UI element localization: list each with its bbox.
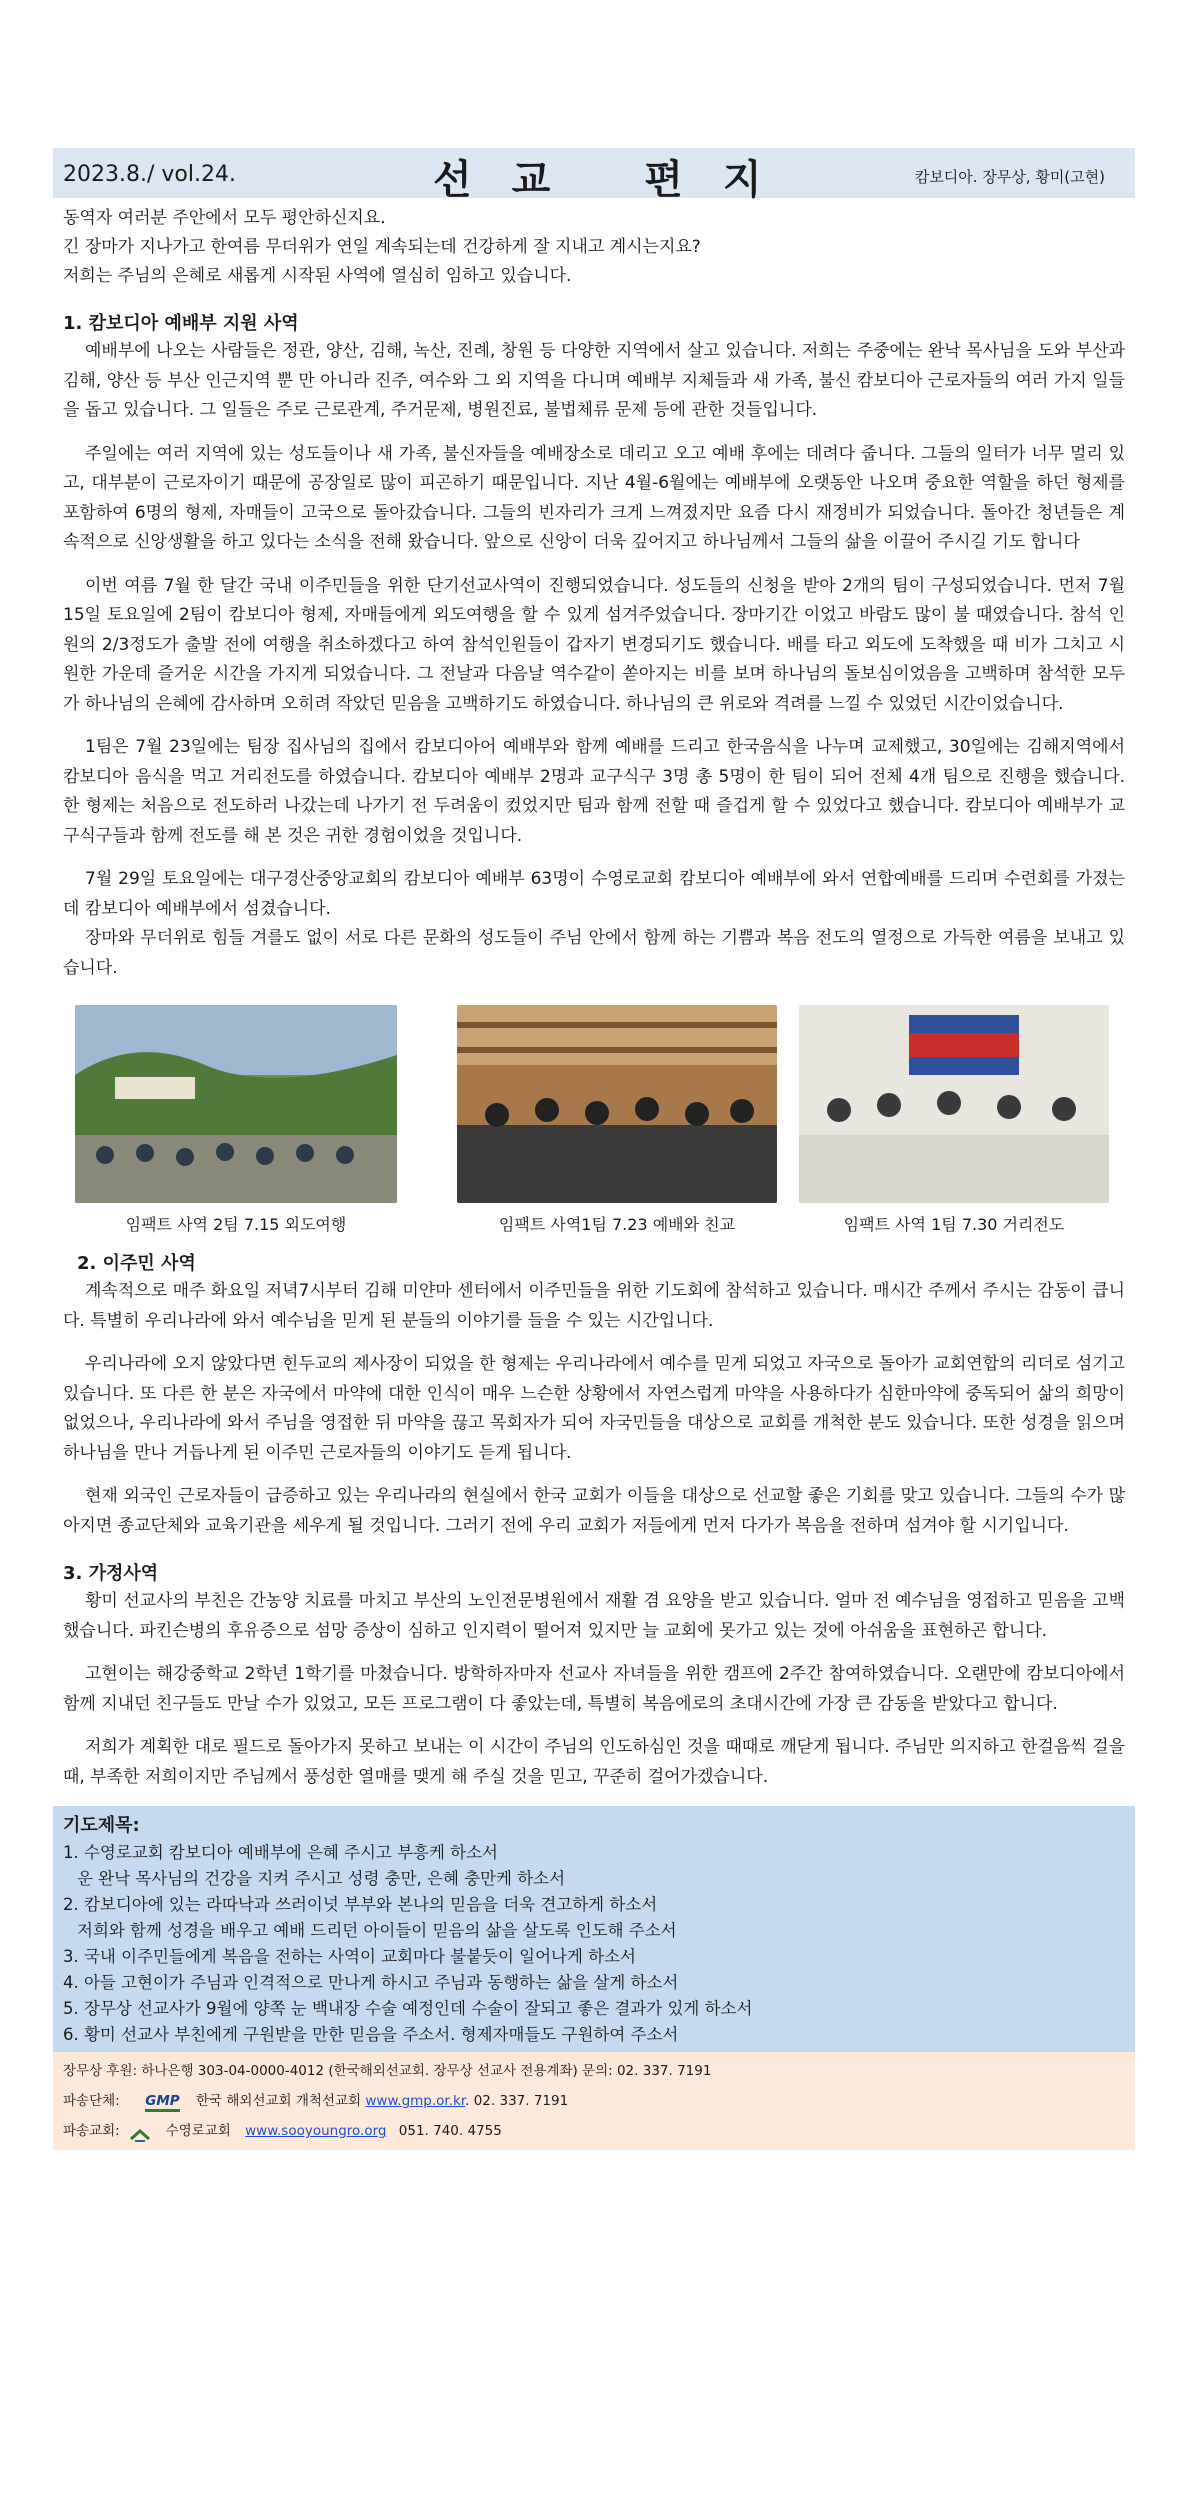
photo-street-evangelism-image bbox=[799, 1005, 1109, 1203]
section-paragraph: 1팀은 7월 23일에는 팀장 집사님의 집에서 캄보디아어 예배부와 함께 예배를 드리고 한국음식을 나누며 교제했고, 30일에는 김해지역에서 캄보디아 음식을 먹고 거리전도를 하였습니다. 캄보디아 예배부 2명과 교구식구 3명 총 5명이 한 팀이 되어 전체 4개 팀으로 진행을 했습니다. 한 형제는 처음으로 전도하러 나갔는데 나가기 전 두려움이 컸었지만 팀과 함께 전할 때 즐겁게 할 수 있었다고 했습니다. 캄보디아 예배부가 교구식구들과 함께 전도를 해 본 것은 귀한 경험이었을 것입니다. bbox=[63, 737, 1125, 846]
support-text: 하나은행 303-04-0000-4012 (한국해외선교회. 장무상 선교사 전용계좌) 문의: 02. 337. 7191 bbox=[141, 2063, 712, 2079]
section-paragraph: 저희가 계획한 대로 필드로 돌아가지 못하고 보내는 이 시간이 주님의 인도하심인 것을 때때로 깨닫게 됩니다. 주님만 의지하고 한걸음씩 걸을 때, 부족한 저희이지만 주님께서 풍성한 열매를 맺게 해 주실 것을 믿고, 꾸준히 걸어가겠습니다. bbox=[63, 1737, 1125, 1787]
prayer-item: 3. 국내 이주민들에게 복음을 전하는 사역이 교회마다 불붙듯이 일어나게 하소서 bbox=[63, 1947, 636, 1966]
prayer-item: 1. 수영로교회 캄보디아 예배부에 은혜 주시고 부흥케 하소서 bbox=[63, 1843, 498, 1862]
greeting-line: 긴 장마가 지나가고 한여름 무더위가 연일 계속되는데 건강하게 잘 지내고 계시는지요? bbox=[63, 237, 701, 257]
agency-phone: . 02. 337. 7191 bbox=[465, 2093, 569, 2109]
greeting-line: 동역자 여러분 주안에서 모두 평안하신지요. bbox=[63, 208, 386, 228]
author-line: 캄보디아. 장무상, 황미(고현) bbox=[914, 168, 1105, 186]
church-link[interactable]: www.sooyoungro.org bbox=[245, 2123, 387, 2139]
section-title-family: 3. 가정사역 bbox=[63, 1563, 159, 1584]
section-paragraph: 황미 선교사의 부친은 간농양 치료를 마치고 부산의 노인전문병원에서 재활 겸 요양을 받고 있습니다. 얼마 전 예수님을 영접하고 믿음을 고백했습니다. 파킨슨병의 후유증으로 섬망 증상이 심하고 인지력이 떨어져 있지만 늘 교회에 못가고 있는 것에 아쉬움을 표현하곤 합니다. bbox=[63, 1591, 1125, 1641]
photo-caption: 임팩트 사역1팀 7.23 예배와 친교 bbox=[498, 1215, 736, 1234]
contact-footer bbox=[53, 2052, 1135, 2150]
newsletter-page bbox=[53, 148, 1135, 2150]
prayer-requests bbox=[53, 1806, 1135, 2052]
photo-worship-fellowship bbox=[457, 1005, 777, 1203]
prayer-title: 기도제목: bbox=[63, 1815, 140, 1836]
section-paragraph: 이번 여름 7월 한 달간 국내 이주민들을 위한 단기선교사역이 진행되었습니다. 성도들의 신청을 받아 2개의 팀이 구성되었습니다. 먼저 7월 15일 토요일에 2팀이 캄보디아 형제, 자매들에게 외도여행을 할 수 있게 섬겨주었습니다. 장마기간 이었고 바람도 많이 불 때였습니다. 참석 인원의 2/3정도가 출발 전에 여행을 취소하겠다고 하여 참석인원들이 갑자기 변경되기도 했습니다. 배를 타고 외도에 도착했을 때 비가 그치고 시원한 가운데 즐거운 시간을 가지게 되었습니다. 그 전날과 다음날 역수같이 쏟아지는 비를 보며 하나님의 돌보심이었음을 고백하며 참석한 모두가 하나님의 은혜에 감사하며 오히려 작았던 믿음을 고백하기도 하였습니다. 하나님의 큰 위로와 격려를 느낄 수 있었던 시간이었습니다. bbox=[63, 575, 1125, 714]
agency-link[interactable]: www.gmp.or.kr bbox=[365, 2093, 466, 2109]
section-paragraph: 고현이는 해강중학교 2학년 1학기를 마쳤습니다. 방학하자마자 선교사 자녀들을 위한 캠프에 2주간 참여하였습니다. 오랜만에 캄보디아에서 함께 지내던 친구들도 만날 수가 있었고, 모든 프로그램이 다 좋았는데, 특별히 복음에로의 초대시간에 가장 큰 감동을 받았다고 합니다. bbox=[63, 1664, 1125, 1714]
support-row bbox=[63, 2056, 1125, 2086]
support-label: 장무상 후원: bbox=[63, 2063, 138, 2079]
church-logo-icon bbox=[129, 2124, 151, 2138]
newsletter-header bbox=[53, 148, 1135, 203]
section-title-cambodia: 1. 캄보디아 예배부 지원 사역 bbox=[63, 313, 299, 334]
church-name: 수영로교회 bbox=[165, 2123, 231, 2139]
photo-worship-fellowship-image bbox=[457, 1005, 777, 1203]
church-label: 파송교회: bbox=[63, 2123, 120, 2139]
gmp-logo: GMP bbox=[145, 2093, 179, 2112]
newsletter-title: 선교 편지 bbox=[433, 156, 802, 203]
section-paragraph: 우리나라에 오지 않았다면 힌두교의 제사장이 되었을 한 형제는 우리나라에서 예수를 믿게 되었고 자국으로 돌아가 교회연합의 리더로 섬기고 있습니다. 또 다른 한 분은 자국에서 마약에 대한 인식이 매우 느슨한 상황에서 자연스럽게 마약을 사용하다가 심한마약에 중독되어 삶의 희망이 없었으나, 우리나라에 와서 주님을 영접한 뒤 마약을 끊고 목회자가 되어 자국민들을 대상으로 교회를 개척한 분도 있습니다. 또한 성경을 읽으며 하나님을 만나 거듭나게 된 이주민 근로자들의 이야기도 듣게 됩니다. bbox=[63, 1354, 1125, 1463]
section-paragraph: 7월 29일 토요일에는 대구경산중앙교회의 캄보디아 예배부 63명이 수영로교회 캄보디아 예배부에 와서 연합예배를 드리며 수련회를 가졌는데 캄보디아 예배부에서 섬겼습니다. bbox=[63, 869, 1125, 919]
church-phone: 051. 740. 4755 bbox=[398, 2123, 502, 2139]
agency-row bbox=[63, 2086, 1125, 2116]
section-paragraph: 장마와 무더위로 힘들 겨를도 없이 서로 다른 문화의 성도들이 주님 안에서 함께 하는 기쁨과 복음 전도의 열정으로 가득한 여름을 보내고 있습니다. bbox=[63, 928, 1125, 978]
photo-island-trip-image bbox=[75, 1005, 397, 1203]
prayer-item: 6. 황미 선교사 부친에게 구원받을 만한 믿음을 주소서. 형제자매들도 구원하여 주소서 bbox=[63, 2025, 679, 2044]
prayer-item: 5. 장무상 선교사가 9월에 양쪽 눈 백내장 수술 예정인데 수술이 잘되고 좋은 결과가 있게 하소서 bbox=[63, 1999, 753, 2018]
agency-label: 파송단체: bbox=[63, 2093, 120, 2109]
prayer-item: 운 완낙 목사님의 건강을 지켜 주시고 성령 충만, 은혜 충만케 하소서 bbox=[77, 1869, 566, 1888]
section-title-migrants: 2. 이주민 사역 bbox=[77, 1253, 196, 1274]
photo-street-evangelism bbox=[799, 1005, 1109, 1203]
issue-number: 2023.8./ vol.24. bbox=[63, 162, 236, 187]
section-paragraph: 현재 외국인 근로자들이 급증하고 있는 우리나라의 현실에서 한국 교회가 이들을 대상으로 선교할 좋은 기회를 맞고 있습니다. 그들의 수가 많아지면 종교단체와 교육기관을 세우게 될 것입니다. 그러기 전에 우리 교회가 저들에게 먼저 다가가 복음을 전하며 섬겨야 할 시기입니다. bbox=[63, 1486, 1125, 1536]
photo-caption: 임팩트 사역 2팀 7.15 외도여행 bbox=[125, 1215, 347, 1234]
section-paragraph: 예배부에 나오는 사람들은 정관, 양산, 김해, 녹산, 진례, 창원 등 다양한 지역에서 살고 있습니다. 저희는 주중에는 완낙 목사님을 도와 부산과 김해, 양산 등 부산 인근지역 뿐 만 아니라 진주, 여수와 그 외 지역을 다니며 예배부 지체들과 새 가족, 불신 캄보디아 근로자들의 여러 가지 일들을 돕고 있습니다. 그 일들은 주로 근로관계, 주거문제, 병원진료, 불법체류 문제 등에 관한 것들입니다. bbox=[63, 341, 1125, 420]
photo-row bbox=[53, 997, 1135, 1249]
prayer-item: 저희와 함께 성경을 배우고 예배 드리던 아이들이 믿음의 삶을 살도록 인도해 주소서 bbox=[77, 1921, 677, 1940]
prayer-item: 4. 아들 고현이가 주님과 인격적으로 만나게 하시고 주님과 동행하는 삶을 살게 하소서 bbox=[63, 1973, 679, 1992]
section-paragraph: 계속적으로 매주 화요일 저녁7시부터 김해 미얀마 센터에서 이주민들을 위한 기도회에 참석하고 있습니다. 매시간 주께서 주시는 감동이 큽니다. 특별히 우리나라에 와서 예수님을 믿게 된 분들의 이야기를 들을 수 있는 시간입니다. bbox=[63, 1281, 1125, 1331]
greeting bbox=[63, 204, 1125, 291]
agency-name: 한국 해외선교회 개척선교회 bbox=[196, 2093, 362, 2109]
prayer-item: 2. 캄보디아에 있는 라따낙과 쓰러이넛 부부와 본나의 믿음을 더욱 견고하게 하소서 bbox=[63, 1895, 658, 1914]
church-row bbox=[63, 2116, 1125, 2146]
section-paragraph: 주일에는 여러 지역에 있는 성도들이나 새 가족, 불신자들을 예배장소로 데리고 오고 예배 후에는 데려다 줍니다. 그들의 일터가 너무 멀리 있고, 대부분이 근로자이기 때문에 공장일로 많이 피곤하기 때문입니다. 지난 4월-6월에는 예배부에 오랫동안 나오며 중요한 역할을 하던 형제를 포함하여 6명의 형제, 자매들이 고국으로 돌아갔습니다. 그들의 빈자리가 크게 느껴졌지만 요즘 다시 재정비가 되었습니다. 돌아간 청년들은 계속적으로 신앙생활을 하고 있다는 소식을 전해 왔습니다. 앞으로 신앙이 더욱 깊어지고 하나님께서 그들의 삶을 이끌어 주시길 기도 합니다 bbox=[63, 443, 1125, 552]
photo-caption: 임팩트 사역 1팀 7.30 거리전도 bbox=[843, 1215, 1065, 1234]
photo-island-trip bbox=[75, 1005, 397, 1203]
greeting-line: 저희는 주님의 은혜로 새롭게 시작된 사역에 열심히 임하고 있습니다. bbox=[63, 266, 572, 286]
